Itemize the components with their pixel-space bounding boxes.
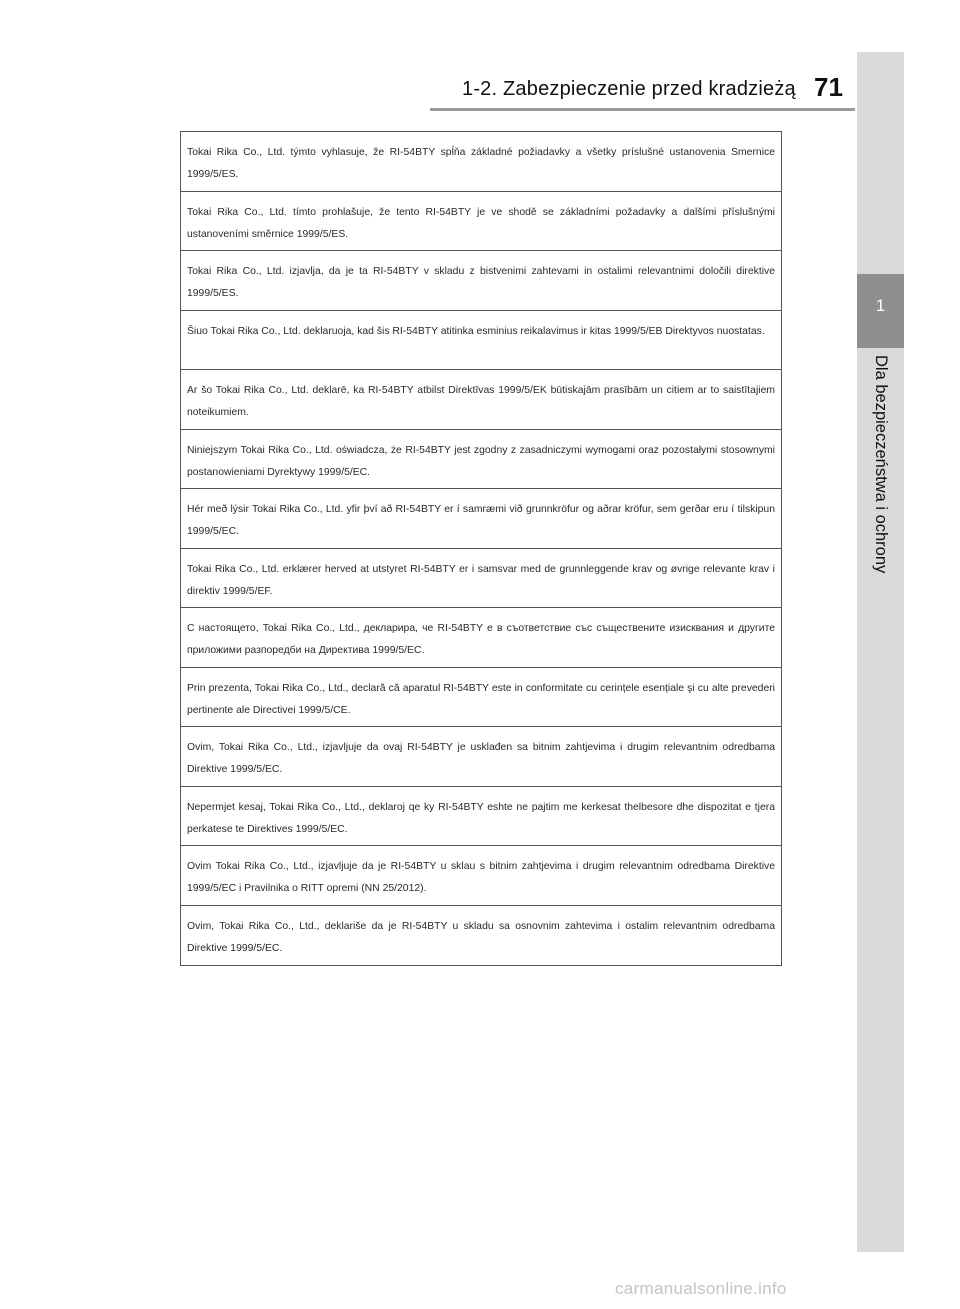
declaration-row: С настоящето, Tokai Rika Co., Ltd., декларира, че RI-54BTY е в съответствие със съществените изисквания и другите приложими разпоредби на Директива 1999/5/ЕС. xyxy=(181,608,781,668)
declaration-row: Ovim, Tokai Rika Co., Ltd., deklariše da je RI-54BTY u skladu sa osnovnim zahtevima i ostalim relevantnim odredbama Direktive 1999/5/EC. xyxy=(187,920,775,954)
declaration-row: Nepermjet kesaj, Tokai Rika Co., Ltd., deklaroj qe ky RI-54BTY eshte ne pajtim me kerkesat thelbesore dhe dispozitat e tjera perkatese te Direktives 1999/5/EC. xyxy=(181,787,781,847)
declaration-row: Ar šo Tokai Rika Co., Ltd. deklarē, ka RI-54BTY atbilst Direktīvas 1999/5/EK būtiskajām prasībām un citiem ar to saistītajiem noteikumiem. xyxy=(181,370,781,430)
declarations-table xyxy=(180,131,782,966)
declaration-row: Niniejszym Tokai Rika Co., Ltd. oświadcza, że RI-54BTY jest zgodny z zasadniczymi wymogami oraz pozostałymi stosownymi postanowieniami Dyrektywy 1999/5/EC. xyxy=(181,430,781,490)
declaration-row: Hér með lýsir Tokai Rika Co., Ltd. yfir því að RI-54BTY er í samræmi við grunnkröfur og aðrar kröfur, sem gerðar eru í tilskipun 1999/5/EC. xyxy=(181,489,781,549)
chapter-label: Dla bezpieczeństwa i ochrony xyxy=(872,355,890,574)
chapter-number: 1 xyxy=(875,296,886,315)
page-number: 71 xyxy=(814,72,843,102)
declaration-row: Tokai Rika Co., Ltd. izjavlja, da je ta RI-54BTY v skladu z bistvenimi zahtevami in ostalimi relevantnimi določili direktive 1999/5/ES. xyxy=(181,251,781,311)
page-header xyxy=(0,0,960,110)
site-watermark: carmanualsonline.info xyxy=(615,1279,787,1298)
declaration-row: Tokai Rika Co., Ltd. týmto vyhlasuje, že RI-54BTY spĺňa základné požiadavky a všetky príslušné ustanovenia Smernice 1999/5/ES. xyxy=(181,132,781,192)
declaration-row: Tokai Rika Co., Ltd. erklærer herved at utstyret RI-54BTY er i samsvar med de grunnleggende krav og øvrige relevante krav i direktiv 1999/5/EF. xyxy=(181,549,781,609)
header-divider xyxy=(430,108,855,111)
declaration-row: Prin prezenta, Tokai Rika Co., Ltd., declară că aparatul RI-54BTY este in conformitate cu cerințele esențiale şi cu alte prevederi pertinente ale Directivei 1999/5/CE. xyxy=(181,668,781,728)
declaration-row: Tokai Rika Co., Ltd. tímto prohlašuje, že tento RI-54BTY je ve shodě se základními požadavky a dalšími příslušnými ustanoveními směrnice 1999/5/ES. xyxy=(181,192,781,252)
section-title: 1-2. Zabezpieczenie przed kradzieżą xyxy=(462,78,796,100)
declaration-row: Ovim, Tokai Rika Co., Ltd., izjavljuje da ovaj RI-54BTY je usklađen sa bitnim zahtjevima i drugim relevantnim odredbama Direktive 1999/5/EC. xyxy=(181,727,781,787)
declaration-row: Šiuo Tokai Rika Co., Ltd. deklaruoja, kad šis RI-54BTY atitinka esminius reikalavimus ir kitas 1999/5/EB Direktyvos nuostatas. xyxy=(181,311,781,371)
declaration-row: Ovim Tokai Rika Co., Ltd., izjavljuje da je RI-54BTY u sklau s bitnim zahtjevima i drugim relevantnim odredbama Direktive 1999/5/EC i Pravilnika o RITT opremi (NN 25/2012). xyxy=(181,846,781,906)
